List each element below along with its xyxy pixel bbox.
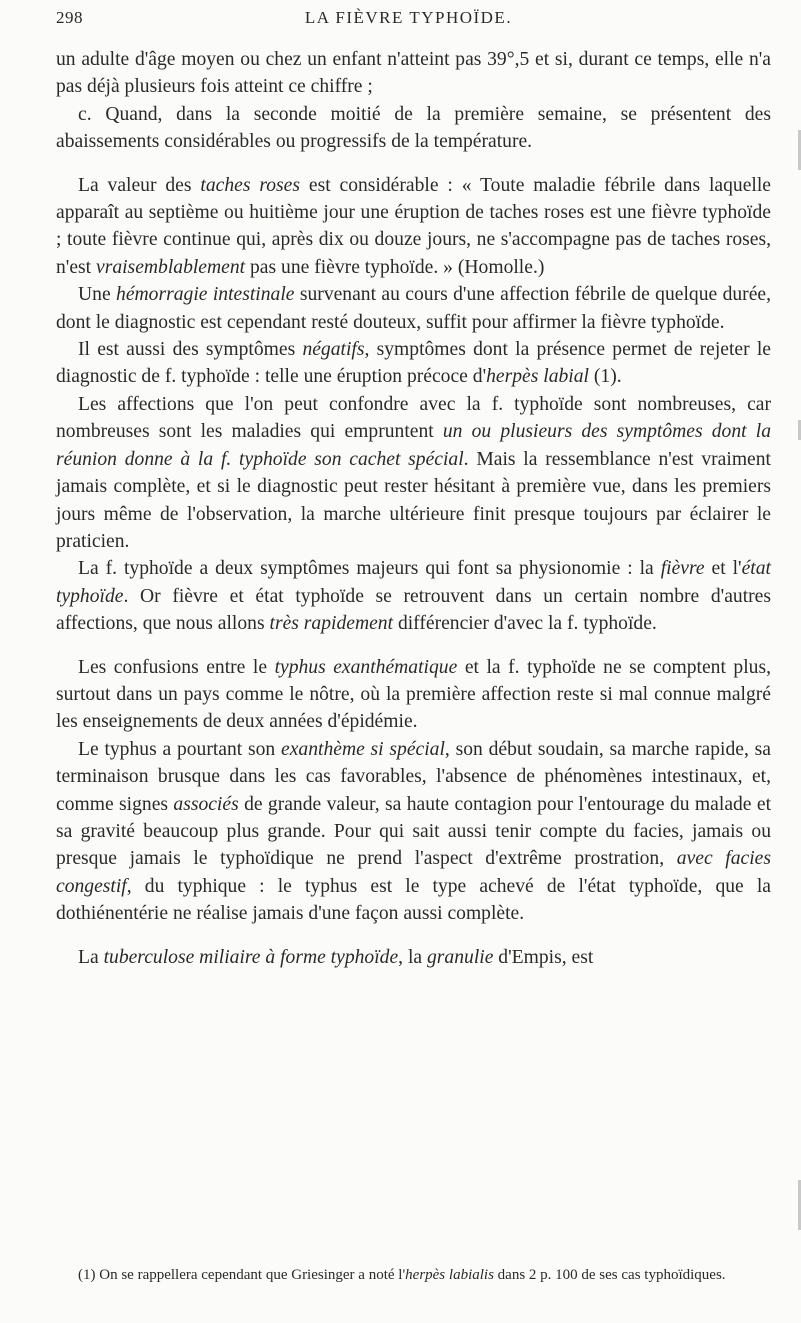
text-run: un adulte d'âge moyen ou chez un enfant n'atteint pas 39°,5 et si, durant ce temps, elle n'a pas déjà plusieurs fois atteint ce chiffre ; xyxy=(56,49,771,98)
text-run: La valeur des xyxy=(78,174,201,196)
italic-text: avec facies congestif xyxy=(56,848,771,897)
page-number: 298 xyxy=(56,8,83,27)
text-run: , la xyxy=(398,946,427,968)
text-run: de grande valeur, sa haute contagion pour l'entourage du malade et sa gravité beaucoup plus grande. Pour qui sait aussi tenir compte du facies, jamais ou presque jamais le typhoïdique ne prend l'aspect d'extrême prostration, xyxy=(56,793,772,870)
italic-text: tuberculose miliaire à forme typhoïde xyxy=(103,946,399,968)
italic-text: hémorragie intestinale xyxy=(116,284,295,306)
text-run: Il est aussi des symptômes xyxy=(78,339,303,361)
text-run: Le typhus a pourtant son xyxy=(78,738,282,760)
paragraph xyxy=(56,46,771,101)
italic-text: herpès labial xyxy=(486,366,589,388)
paragraph xyxy=(56,281,771,336)
paragraph xyxy=(56,736,771,928)
italic-text: herpès labialis xyxy=(405,1267,494,1283)
running-title: LA FIÈVRE TYPHOÏDE. xyxy=(304,8,513,27)
italic-text: taches roses xyxy=(200,174,300,196)
footnote-area xyxy=(56,1265,771,1285)
italic-text: typhus exanthématique xyxy=(274,656,458,678)
text-run: dans 2 p. 100 de ses cas typhoïdiques. xyxy=(493,1267,726,1283)
paragraph xyxy=(56,654,771,736)
text-run: (1) On se rappellera cependant que Griesinger a noté l' xyxy=(78,1267,406,1283)
italic-text: vraisemblablement xyxy=(96,256,246,278)
text-run: La xyxy=(78,946,104,968)
paragraph xyxy=(56,101,771,156)
paragraph xyxy=(56,555,771,637)
paragraph xyxy=(56,172,771,282)
italic-text: état typhoïde xyxy=(56,558,771,607)
body-text xyxy=(56,46,771,971)
text-run: et l' xyxy=(704,558,742,580)
text-run: , son début soudain, sa marche rapide, sa terminaison brusque dans les cas favorables, l'absence de phénomènes intestinaux, et, comme signes xyxy=(56,738,771,815)
italic-text: fièvre xyxy=(660,558,705,580)
text-run: . Mais la ressemblance n'est vraiment jamais complète, et si le diagnostic peut rester hésitant à première vue, dans les premiers jours même de l'observation, la marche ultérieure finit presque toujours par éclairer le praticien. xyxy=(56,448,771,552)
italic-text: exanthème si spécial xyxy=(281,738,445,760)
paragraph xyxy=(56,391,771,555)
italic-text: très rapidement xyxy=(269,613,394,635)
italic-text: associés xyxy=(173,793,239,815)
text-run: Les confusions entre le xyxy=(78,656,275,678)
text-run: Une xyxy=(78,284,117,306)
text-run: d'Empis, est xyxy=(493,946,594,968)
italic-text: négatifs xyxy=(302,339,365,361)
text-run: (1). xyxy=(588,366,622,388)
text-run: , symptômes dont la présence permet de rejeter le diagnostic de f. typhoïde : telle une éruption précoce d' xyxy=(56,339,772,388)
text-run: survenant au cours d'une affection fébrile de quelque durée, dont le diagnostic est cependant resté douteux, suffit pour affirmer la fièvre typhoïde. xyxy=(56,284,772,333)
italic-text: granulie xyxy=(427,946,494,968)
italic-text: un ou plusieurs des symptômes dont la réunion donne à la f. typhoïde son cachet spécial xyxy=(56,421,771,470)
text-run: , du typhique : le typhus est le type achevé de l'état typhoïde, que la dothiénentérie ne réalise jamais d'une façon aussi complète. xyxy=(56,875,771,925)
text-run: . Or fièvre et état typhoïde se retrouvent dans un certain nombre d'autres affections, que nous allons xyxy=(56,585,771,635)
paragraph xyxy=(56,336,771,391)
text-run: c. Quand, dans la seconde moitié de la première semaine, se présentent des abaissements considérables ou progressifs de la température. xyxy=(56,103,771,153)
text-run: est considérable : « Toute maladie fébrile dans laquelle apparaît au septième ou huitième jour une éruption de taches roses est une fièvre typhoïde ; toute fièvre continue qui, après dix ou douze jours, ne s'accompagne pas de taches roses, n'est xyxy=(56,174,771,278)
text-run: différencier d'avec la f. typhoïde. xyxy=(393,613,657,635)
text-run: Les affections que l'on peut confondre avec la f. typhoïde sont nombreuses, car nombreuses sont les maladies qui empruntent xyxy=(56,393,771,443)
text-run: pas une fièvre typhoïde. » (Homolle.) xyxy=(245,256,545,278)
text-run: et la f. typhoïde ne se comptent plus, surtout dans un pays comme le nôtre, où la première affection reste si mal connue malgré les enseignements de deux années d'épidémie. xyxy=(56,656,771,733)
page-header xyxy=(56,8,761,34)
text-run: La f. typhoïde a deux symptômes majeurs qui font sa physionomie : la xyxy=(78,558,661,580)
footnote xyxy=(56,1265,771,1285)
paragraph xyxy=(56,944,771,971)
